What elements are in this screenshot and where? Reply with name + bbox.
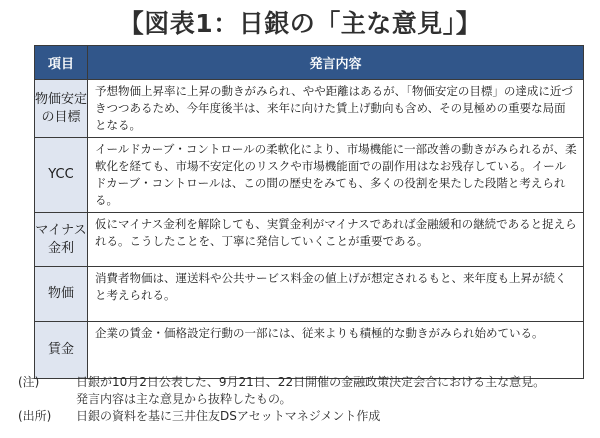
table-row: [35, 138, 584, 213]
note-line-1: 日銀が10月2日公表した、9月21日、22日開催の金融政策決定会合における主な意見。: [76, 375, 546, 389]
row-item-wages: 賃金: [35, 322, 88, 379]
source-text: 日銀の資料を基に三井住友DSアセットマネジメント作成: [76, 409, 381, 423]
table-header-row: [35, 46, 584, 80]
row-item-negative-rate: マイナス金利: [35, 213, 88, 267]
table-row: [35, 267, 584, 322]
table-row: [35, 213, 584, 267]
row-content-negative-rate: 仮にマイナス金利を解除しても、実質金利がマイナスであれば金融緩和の継続であると捉えられる。こうしたことを、丁寧に発信していくことが重要である。: [88, 213, 584, 267]
row-content-wages: 企業の賃金・価格設定行動の一部には、従来よりも積極的な動きがみられ始めている。: [88, 322, 584, 379]
table-row: [35, 80, 584, 138]
header-content: 発言内容: [88, 46, 584, 80]
row-item-ycc: YCC: [35, 138, 88, 213]
source-label: (出所): [18, 409, 52, 423]
row-item-prices: 物価: [35, 267, 88, 322]
source-row: [18, 408, 593, 425]
row-content-ycc: イールドカーブ・コントロールの柔軟化により、市場機能に一部改善の動きがみられるが、柔軟化を経ても、市場不安定化のリスクや市場機能面での副作用はなお残存している。イールドカーブ・コントロールは、この間の歴史をみても、多くの役割を果たした段階と考えられる。: [88, 138, 584, 213]
row-item-price-target: 物価安定の目標: [35, 80, 88, 138]
note-row: [18, 374, 593, 408]
opinions-table: [34, 45, 584, 379]
table-row: [35, 322, 584, 379]
row-content-prices: 消費者物価は、運送料や公共サービス料金の値上げが想定されるもと、来年度も上昇が続くと考えられる。: [88, 267, 584, 322]
note-line-2: 発言内容は主な意見から抜粋したもの。: [76, 392, 292, 406]
note-label: (注): [18, 375, 40, 389]
header-item: 項目: [35, 46, 88, 80]
row-content-price-target: 予想物価上昇率に上昇の動きがみられ、やや距離はあるが、「物価安定の目標」の達成に近づきつつあるため、今年度後半は、来年に向けた賃上げ動向も含め、その見極めの重要な局面となる。: [88, 80, 584, 138]
figure-title: 【図表1：日銀の「主な意見」】: [118, 9, 482, 38]
footnotes: [18, 374, 593, 425]
